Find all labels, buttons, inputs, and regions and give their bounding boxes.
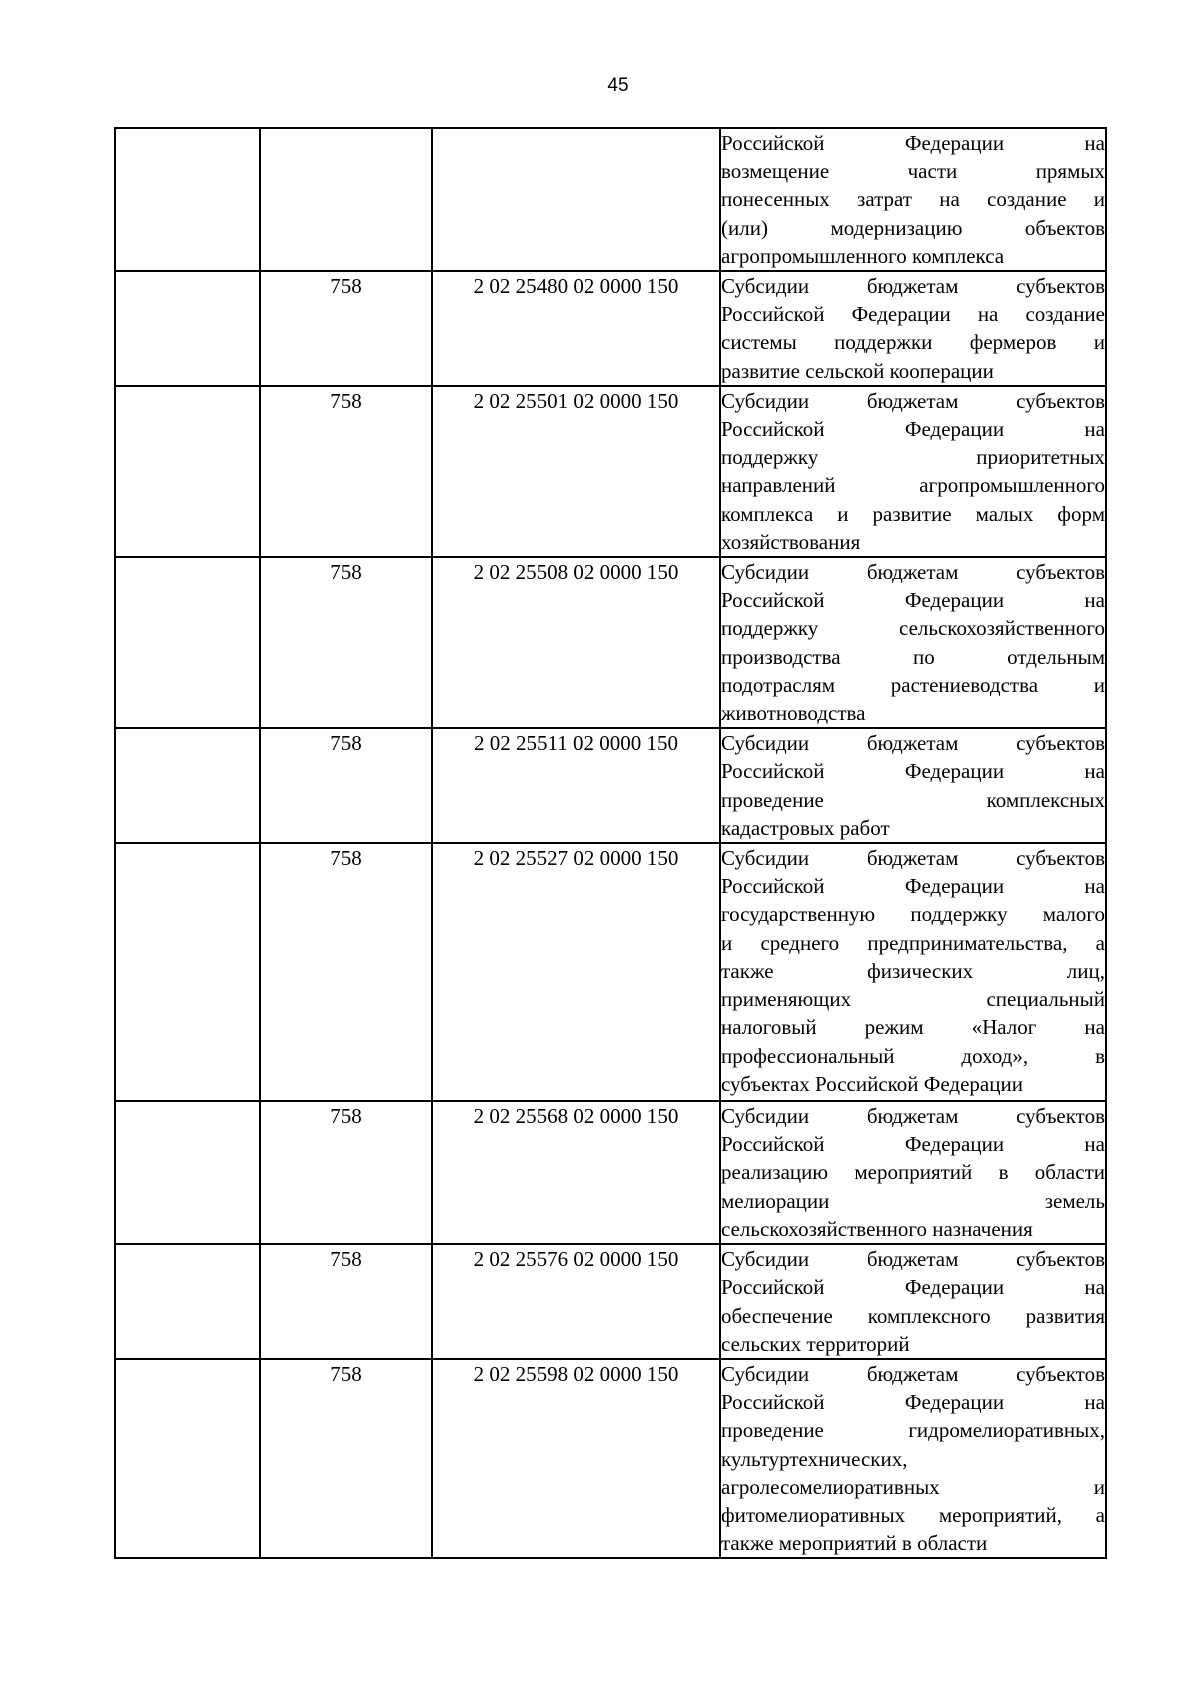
administrator-code-cell: 758 [260, 1101, 432, 1244]
description-line: Российской Федерации на [721, 1275, 1105, 1300]
revenue-code-cell: 2 02 25527 02 0000 150 [432, 843, 720, 1101]
administrator-code-cell: 758 [260, 1359, 432, 1558]
description-line: также мероприятий в области [721, 1531, 988, 1556]
table-row [115, 386, 1106, 557]
table-row [115, 1244, 1106, 1359]
revenue-code-cell: 2 02 25576 02 0000 150 [432, 1244, 720, 1359]
revenue-code-cell [432, 128, 720, 271]
description-line: проведение гидромелиоративных, [721, 1418, 1105, 1443]
administrator-code-cell: 758 [260, 843, 432, 1101]
empty-cell [115, 1101, 260, 1244]
table-row [115, 843, 1106, 1101]
description-line: Российской Федерации на [721, 1390, 1105, 1415]
empty-cell [115, 1359, 260, 1558]
empty-cell [115, 557, 260, 728]
description-line: Российской Федерации на [721, 417, 1105, 442]
administrator-code-cell: 758 [260, 271, 432, 386]
description-line: направлений агропромышленного [721, 473, 1105, 498]
table-row [115, 728, 1106, 843]
description-line: сельскохозяйственного назначения [721, 1216, 1033, 1241]
description-line: и среднего предпринимательства, а [721, 930, 1105, 955]
description-line: профессиональный доход», в [721, 1043, 1105, 1068]
description-line: обеспечение комплексного развития [721, 1303, 1105, 1328]
table-row [115, 271, 1106, 386]
description-line: Российской Федерации на [721, 131, 1105, 155]
description-line: реализацию мероприятий в области [721, 1160, 1105, 1185]
description-line: субъектах Российской Федерации [721, 1071, 1023, 1096]
table-row [115, 128, 1106, 271]
description-line: производства по отдельным [721, 644, 1105, 669]
description-line: Субсидии бюджетам субъектов [721, 1361, 1105, 1386]
description-cell [720, 128, 1106, 271]
description-line: (или) модернизацию объектов [721, 215, 1105, 240]
description-cell [720, 1244, 1106, 1359]
description-cell [720, 1101, 1106, 1244]
revenue-code-cell: 2 02 25508 02 0000 150 [432, 557, 720, 728]
description-line: применяющих специальный [721, 987, 1105, 1012]
description-line: комплекса и развитие малых форм [721, 501, 1105, 526]
empty-cell [115, 386, 260, 557]
description-line: налоговый режим «Налог на [721, 1015, 1105, 1040]
description-line: государственную поддержку малого [721, 902, 1105, 927]
description-line: Субсидии бюджетам субъектов [721, 1104, 1105, 1129]
description-line: сельских территорий [721, 1331, 910, 1356]
description-cell [720, 728, 1106, 843]
table-row [115, 1101, 1106, 1244]
description-line: поддержку сельскохозяйственного [721, 616, 1105, 641]
description-line: мелиорации земель [721, 1188, 1105, 1213]
description-line: агропромышленного комплекса [721, 243, 1005, 268]
description-line: поддержку приоритетных [721, 445, 1105, 470]
description-line: кадастровых работ [721, 815, 890, 840]
description-line: культуртехнических, [721, 1446, 908, 1471]
description-line: системы поддержки фермеров и [721, 330, 1105, 355]
description-line: Российской Федерации на [721, 759, 1105, 784]
table-row [115, 1359, 1106, 1558]
administrator-code-cell: 758 [260, 557, 432, 728]
table-body [115, 128, 1106, 1558]
description-line: Субсидии бюджетам субъектов [721, 274, 1105, 299]
page-number: 45 [607, 75, 629, 96]
description-line: Субсидии бюджетам субъектов [721, 560, 1105, 585]
empty-cell [115, 271, 260, 386]
description-line: агролесомелиоративных и [721, 1474, 1105, 1499]
empty-cell [115, 728, 260, 843]
description-line: Субсидии бюджетам субъектов [721, 846, 1105, 871]
description-line: подотраслям растениеводства и [721, 672, 1105, 697]
description-cell [720, 557, 1106, 728]
description-cell [720, 386, 1106, 557]
description-line: Субсидии бюджетам субъектов [721, 1247, 1105, 1272]
administrator-code-cell: 758 [260, 1244, 432, 1359]
description-line: Субсидии бюджетам субъектов [721, 731, 1105, 756]
budget-revenue-table [114, 127, 1107, 1559]
revenue-code-cell: 2 02 25511 02 0000 150 [432, 728, 720, 843]
description-cell [720, 1359, 1106, 1558]
description-line: Субсидии бюджетам субъектов [721, 388, 1105, 413]
revenue-code-cell: 2 02 25598 02 0000 150 [432, 1359, 720, 1558]
description-line: Российской Федерации на [721, 588, 1105, 613]
description-line: животноводства [721, 701, 866, 726]
description-cell [720, 271, 1106, 386]
empty-cell [115, 1244, 260, 1359]
table-row [115, 557, 1106, 728]
revenue-code-cell: 2 02 25480 02 0000 150 [432, 271, 720, 386]
description-line: также физических лиц, [721, 958, 1105, 983]
revenue-code-cell: 2 02 25501 02 0000 150 [432, 386, 720, 557]
administrator-code-cell [260, 128, 432, 271]
description-line: понесенных затрат на создание и [721, 187, 1105, 212]
revenue-code-cell: 2 02 25568 02 0000 150 [432, 1101, 720, 1244]
description-line: возмещение части прямых [721, 159, 1105, 184]
administrator-code-cell: 758 [260, 728, 432, 843]
description-line: проведение комплексных [721, 787, 1105, 812]
administrator-code-cell: 758 [260, 386, 432, 557]
description-cell [720, 843, 1106, 1101]
empty-cell [115, 843, 260, 1101]
description-line: фитомелиоративных мероприятий, а [721, 1502, 1105, 1527]
description-line: хозяйствования [721, 529, 861, 554]
description-line: Российской Федерации на [721, 1132, 1105, 1157]
empty-cell [115, 128, 260, 271]
description-line: развитие сельской кооперации [721, 358, 994, 383]
description-line: Российской Федерации на [721, 874, 1105, 899]
description-line: Российской Федерации на создание [721, 302, 1105, 327]
